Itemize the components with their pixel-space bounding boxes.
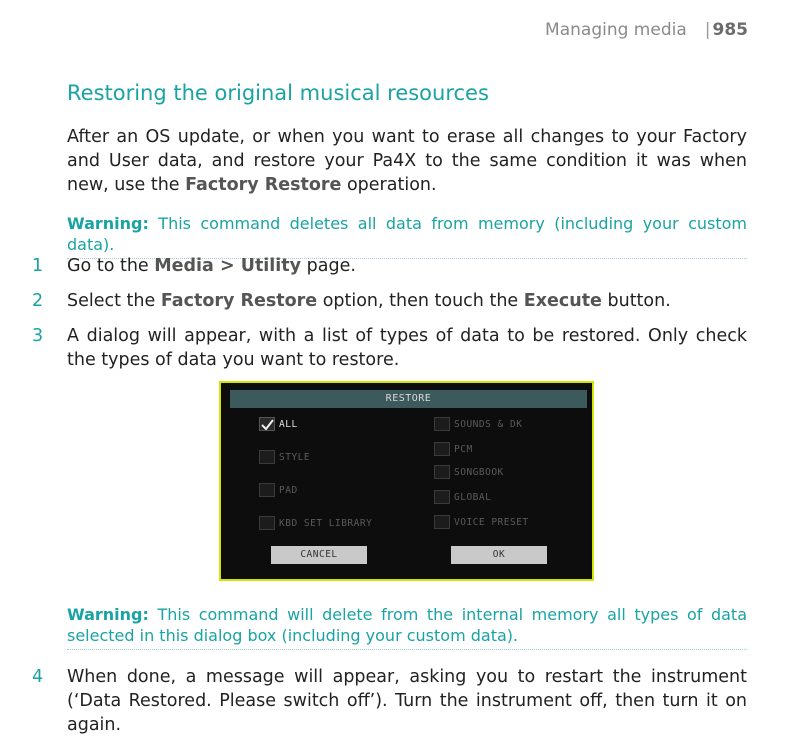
option-label: KBD SET LIBRARY bbox=[279, 517, 373, 529]
option-label: PAD bbox=[279, 484, 298, 496]
option-label: STYLE bbox=[279, 451, 311, 463]
dialog-title: RESTORE bbox=[230, 390, 587, 408]
option-label: SOUNDS & DK bbox=[454, 418, 523, 430]
section-title: Managing media bbox=[545, 20, 687, 40]
step-text: Go to the Media > Utility page. bbox=[67, 256, 356, 276]
option-label: VOICE PRESET bbox=[454, 516, 529, 528]
option-style[interactable] bbox=[259, 450, 310, 464]
checkmark-icon bbox=[261, 419, 274, 430]
warning-label: Warning: bbox=[67, 605, 149, 624]
option-label: SONGBOOK bbox=[454, 466, 504, 478]
intro-text-1: After an OS update, or when you want to erase all changes to your Factory and User data, and restore your Pa4X to the same condition it was when new, use the bbox=[67, 127, 747, 195]
intro-paragraph bbox=[67, 125, 747, 197]
option-label: GLOBAL bbox=[454, 491, 492, 503]
checkbox[interactable] bbox=[434, 442, 450, 456]
step-number: 4 bbox=[32, 667, 44, 687]
warning-text: This command deletes all data from memory (including your custom data). bbox=[67, 214, 747, 254]
step-text: A dialog will appear, with a list of types of data to be restored. Only check the types of data you want to restore. bbox=[67, 326, 747, 370]
option-label: ALL bbox=[279, 418, 298, 430]
option-pcm[interactable] bbox=[434, 442, 473, 456]
checkbox[interactable] bbox=[434, 490, 450, 504]
page-number: 985 bbox=[712, 20, 748, 40]
checkbox[interactable] bbox=[434, 515, 450, 529]
ok-button[interactable]: OK bbox=[451, 546, 547, 564]
option-songbook[interactable] bbox=[434, 465, 504, 479]
checkbox[interactable] bbox=[259, 417, 275, 431]
option-voice-preset[interactable] bbox=[434, 515, 529, 529]
warning-note-1 bbox=[67, 213, 747, 259]
option-global[interactable] bbox=[434, 490, 491, 504]
option-all[interactable] bbox=[259, 417, 298, 431]
intro-text-2: operation. bbox=[341, 175, 437, 195]
checkbox[interactable] bbox=[259, 516, 275, 530]
step-text: When done, a message will appear, asking you to restart the instrument (‘Data Restored. Please switch off’). Turn the instrument off, then turn it on again. bbox=[67, 667, 747, 735]
warning-label: Warning: bbox=[67, 214, 149, 233]
checkbox[interactable] bbox=[434, 465, 450, 479]
restore-dialog bbox=[219, 381, 594, 581]
option-kbd-set-library[interactable] bbox=[259, 516, 372, 530]
checkbox[interactable] bbox=[259, 450, 275, 464]
cancel-button[interactable]: CANCEL bbox=[271, 546, 367, 564]
warning-note-2 bbox=[67, 604, 747, 650]
checkbox[interactable] bbox=[434, 417, 450, 431]
step-number: 3 bbox=[32, 326, 44, 346]
warning-text: This command will delete from the internal memory all types of data selected in this dialog box (including your custom data). bbox=[67, 605, 747, 645]
option-sounds-dk[interactable] bbox=[434, 417, 522, 431]
step-text: Select the Factory Restore option, then touch the Execute button. bbox=[67, 291, 671, 311]
checkbox[interactable] bbox=[259, 483, 275, 497]
header-separator: | bbox=[704, 20, 711, 40]
section-heading: Restoring the original musical resources bbox=[67, 81, 489, 105]
step-number: 2 bbox=[32, 291, 44, 311]
option-label: PCM bbox=[454, 443, 473, 455]
intro-bold: Factory Restore bbox=[185, 175, 342, 195]
option-pad[interactable] bbox=[259, 483, 298, 497]
page-header bbox=[545, 20, 748, 40]
step-number: 1 bbox=[32, 256, 44, 276]
